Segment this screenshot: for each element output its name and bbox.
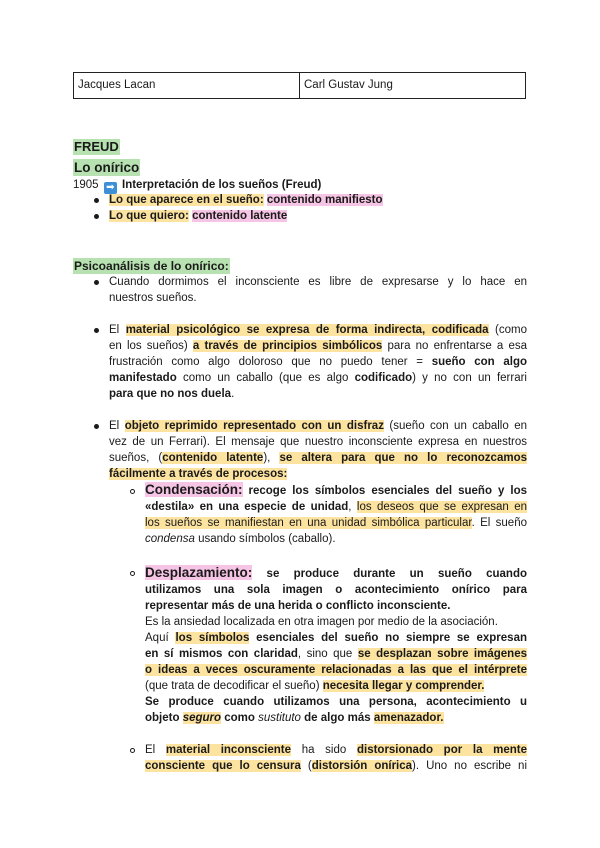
text-run: ha sido — [301, 744, 347, 756]
bullet-dot — [94, 280, 99, 285]
text-line — [145, 710, 527, 726]
bullet-dot — [94, 214, 99, 219]
highlight-yellow: los símbolos — [175, 632, 250, 644]
highlight-yellow: objeto reprimido representado con un disfraz — [124, 420, 384, 432]
bullet-dot — [94, 198, 99, 203]
text-line — [109, 418, 527, 434]
bold-run: «destila» en una especie de unidad — [145, 501, 349, 513]
highlight-yellow: los sueños se manifiestan en una unidad simbólica particular — [145, 517, 472, 529]
text-run: usando símbolos (caballo). — [198, 533, 336, 545]
text-run: (como — [495, 324, 527, 336]
text-run: sueños, ( — [109, 452, 163, 464]
text-run: (que trata de decodificar el sueño) — [145, 680, 320, 692]
paragraph-3 — [109, 418, 527, 482]
text-run: El — [145, 744, 156, 756]
text-run: en los sueños) — [109, 340, 188, 352]
text-line — [145, 742, 527, 758]
text-line: Es la ansiedad localizada en otra imagen por medio de la asociación. — [145, 616, 498, 628]
bold-run: recoge los símbolos esenciales del sueño y los — [248, 485, 527, 497]
heading-onirico: Lo onírico — [74, 160, 140, 175]
bold-run: en sí mismos con claridad — [145, 648, 298, 660]
text-run: (sueño con un caballo en — [389, 420, 527, 432]
text-line: nuestros sueños. — [109, 292, 197, 304]
paragraph-1 — [109, 274, 527, 306]
term-condensacion: Condensación: — [145, 482, 243, 497]
text-run: para no enfrentarse a esa — [387, 340, 528, 352]
bold-run: esenciales del sueño no siempre se expresan — [256, 632, 527, 644]
text-line — [145, 515, 527, 531]
bold-run: objeto — [145, 712, 180, 724]
highlight-yellow: se desplazan sobre imágenes — [357, 648, 527, 660]
sub-bullet-ring — [130, 571, 135, 576]
text-line — [145, 630, 527, 646]
heading-freud: FREUD — [74, 139, 119, 154]
table-cell-jung: Carl Gustav Jung — [304, 79, 393, 91]
bold-run: representar más de una herida o conflicto inconsciente. — [145, 600, 451, 612]
bullet-label: Lo que aparece en el sueño: — [109, 194, 264, 206]
text-line — [145, 531, 527, 547]
highlight-yellow: material psicológico se expresa de forma indirecta, codificada — [125, 324, 489, 336]
text-run: ). Uno no escribe ni — [412, 760, 528, 772]
text-run: frustración como algo doloroso que no puedo tener = — [109, 356, 423, 368]
bullet-latente — [109, 208, 287, 224]
highlight-yellow: fácilmente a través de procesos: — [109, 468, 288, 480]
highlight-yellow: a través de principios simbólicos — [192, 340, 383, 352]
text-line — [109, 338, 527, 354]
italic-run: sustituto — [258, 712, 301, 724]
right-arrow-icon: ➡ — [104, 182, 117, 194]
highlight-yellow: los deseos que se expresan en — [356, 501, 527, 513]
highlight-yellow: amenazador. — [373, 712, 444, 724]
text-run: El — [109, 420, 120, 432]
bold-run: de algo más — [304, 712, 371, 724]
text-line: vez de un Ferrari). El mensaje que nuestro inconsciente expresa en nuestros — [109, 436, 527, 448]
bullet-value: contenido manifiesto — [266, 194, 383, 206]
text-line — [109, 370, 527, 386]
bullet-manifiesto — [109, 192, 383, 208]
text-run: . — [231, 388, 235, 400]
text-run: . El sueño — [471, 517, 527, 529]
highlight-yellow: contenido latente — [162, 452, 264, 464]
text-line — [109, 386, 527, 402]
text-line — [109, 322, 527, 338]
text-run: ) y no con un ferrari — [412, 372, 527, 384]
subitem-desplazamiento — [145, 565, 527, 726]
highlight-yellow: se altera para que no lo reconozcamos — [279, 452, 527, 464]
highlight-yellow: necesita llegar y comprender. — [322, 680, 485, 692]
bold-run: como — [224, 712, 255, 724]
text-line — [145, 646, 527, 662]
bullet-value: contenido latente — [192, 210, 288, 222]
text-line — [145, 482, 527, 499]
text-line — [109, 466, 527, 482]
highlight-yellow: o ideas a veces oscuramente relacionadas a las que el intérprete — [145, 664, 527, 676]
table-cell-lacan: Jacques Lacan — [74, 73, 300, 98]
text-run: Aquí — [145, 632, 169, 644]
subitem-condensacion — [145, 482, 527, 547]
text-run: , sino que — [297, 648, 353, 660]
text-line — [145, 678, 527, 694]
author-table — [73, 72, 526, 99]
bold-run: manifestado — [109, 372, 177, 384]
text-line — [145, 582, 527, 598]
paragraph-2 — [109, 322, 527, 402]
text-line — [145, 499, 527, 515]
text-line — [145, 758, 527, 774]
text-line: Cuando dormimos el inconsciente es libre de expresarse y lo hace en — [109, 276, 527, 288]
text-run: como un caballo (que es algo — [182, 372, 349, 384]
highlight-yellow: consciente que lo censura — [145, 760, 301, 772]
bold-run: para que no nos duela — [109, 388, 232, 400]
bold-run: sueño con algo — [431, 356, 527, 368]
subitem-material — [145, 742, 527, 774]
bullet-dot — [94, 424, 99, 429]
italic-run: seguro — [182, 712, 222, 724]
bold-run: utilizamos una sola imagen o acontecimiento onírico para — [145, 584, 527, 596]
text-line — [109, 354, 527, 370]
bold-run: codificado — [354, 372, 413, 384]
text-run: ), — [263, 452, 271, 464]
text-run: , — [348, 501, 352, 513]
intro-title: Interpretación de los sueños (Freud) — [122, 179, 322, 191]
text-line — [145, 662, 527, 678]
bold-run: Se produce cuando utilizamos una persona, acontecimiento u — [145, 696, 527, 708]
bullet-dot — [94, 328, 99, 333]
text-run: El — [109, 324, 120, 336]
highlight-yellow: material inconsciente — [165, 744, 292, 756]
bullet-label: Lo que quiero: — [109, 210, 189, 222]
highlight-yellow: distorsionado por la mente — [356, 744, 528, 756]
intro-year: 1905 — [73, 179, 99, 191]
text-line — [145, 598, 527, 614]
italic-run: condensa — [145, 533, 195, 545]
highlight-yellow: distorsión onírica — [311, 760, 413, 772]
section-heading: Psicoanálisis de lo onírico: — [74, 259, 229, 273]
text-run: ( — [307, 760, 312, 772]
sub-bullet-ring — [130, 748, 135, 753]
sub-bullet-ring — [130, 489, 135, 494]
text-line — [145, 565, 527, 582]
text-line — [109, 450, 527, 466]
text-line — [145, 694, 527, 710]
bold-run: se produce durante un sueño cuando — [266, 568, 527, 580]
term-desplazamiento: Desplazamiento: — [145, 565, 253, 580]
